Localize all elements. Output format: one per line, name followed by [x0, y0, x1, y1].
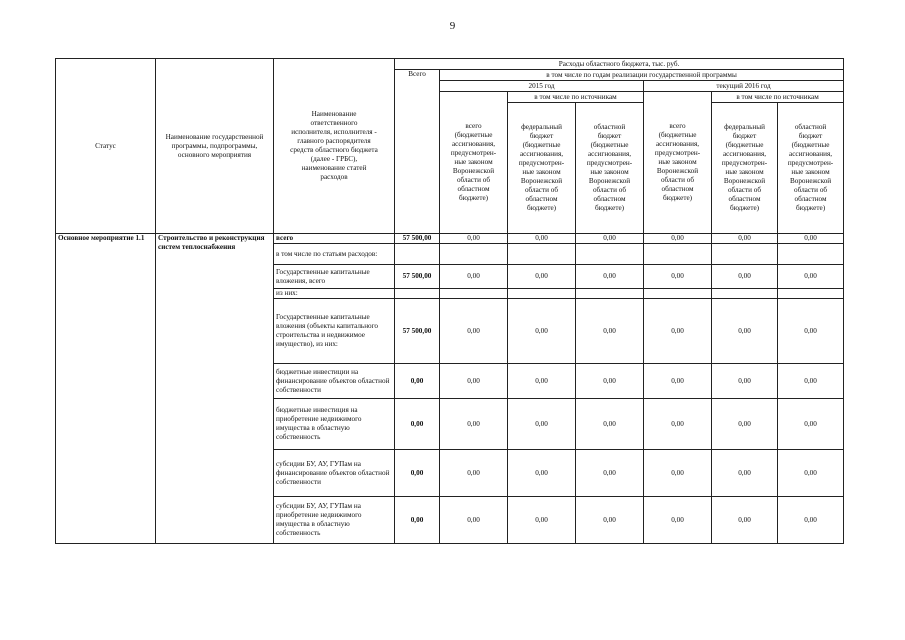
header-total: Всего: [395, 70, 440, 234]
row-value: 0,00: [778, 364, 844, 399]
row-value: 0,00: [508, 265, 576, 289]
row-value: 0,00: [778, 450, 844, 497]
row-label: бюджетные инвестиция на приобретение недвижимого имущества в областную собственность: [274, 399, 395, 450]
row-value: [576, 244, 644, 265]
row-value: 0,00: [440, 364, 508, 399]
row-value: 0,00: [712, 450, 778, 497]
row-total: 57 500,00: [395, 234, 440, 244]
row-value: 0,00: [508, 234, 576, 244]
header-2016-regional: областной бюджет (бюджетные ассигнования, предусмотрен- ные законом Воронежской области об областном бюджете): [778, 103, 844, 234]
row-value: 0,00: [644, 299, 712, 364]
header-executor: Наименование ответственного исполнителя, исполнителя - главного распорядителя средств областного бюджета (далее - ГРБС), наименование статей расходов: [274, 59, 395, 234]
program-name-cell: Строительство и реконструкция систем теплоснабжения: [156, 234, 274, 544]
row-label: Государственные капитальные вложения (объекты капитального строительства и недвижимое имущество), из них:: [274, 299, 395, 364]
header-2016-federal: федеральный бюджет (бюджетные ассигнования, предусмотрен- ные законом Воронежской области об областном бюджете): [712, 103, 778, 234]
row-value: 0,00: [778, 234, 844, 244]
row-value: [644, 289, 712, 299]
row-value: 0,00: [712, 234, 778, 244]
row-value: [644, 244, 712, 265]
header-program-name: Наименование государственной программы, подпрограммы, основного мероприятия: [156, 59, 274, 234]
row-value: 0,00: [508, 450, 576, 497]
row-value: 0,00: [712, 265, 778, 289]
row-value: 0,00: [440, 299, 508, 364]
row-label: всего: [274, 234, 395, 244]
row-value: 0,00: [778, 399, 844, 450]
row-value: [778, 289, 844, 299]
row-total: 0,00: [395, 497, 440, 544]
row-value: 0,00: [778, 299, 844, 364]
row-value: 0,00: [440, 234, 508, 244]
row-value: 0,00: [440, 265, 508, 289]
row-value: 0,00: [644, 450, 712, 497]
header-status: Статус: [56, 59, 156, 234]
row-value: 0,00: [644, 234, 712, 244]
row-total: 0,00: [395, 450, 440, 497]
header-by-years: в том числе по годам реализации государственной программы: [440, 70, 844, 81]
header-year-2015: 2015 год: [440, 81, 644, 92]
row-label: Государственные капитальные вложения, всего: [274, 265, 395, 289]
row-value: 0,00: [712, 364, 778, 399]
row-value: 0,00: [644, 364, 712, 399]
row-value: 0,00: [576, 399, 644, 450]
row-total: 57 500,00: [395, 265, 440, 289]
row-value: [712, 289, 778, 299]
row-value: [440, 244, 508, 265]
row-value: 0,00: [508, 399, 576, 450]
header-2015-regional: областной бюджет (бюджетные ассигнования, предусмотрен- ные законом Воронежской области об областном бюджете): [576, 103, 644, 234]
status-cell: Основное мероприятие 1.1: [56, 234, 156, 544]
row-value: 0,00: [644, 399, 712, 450]
row-label: в том числе по статьям расходов:: [274, 244, 395, 265]
row-value: 0,00: [576, 234, 644, 244]
row-total: [395, 289, 440, 299]
header-2015-federal: федеральный бюджет (бюджетные ассигнования, предусмотрен- ные законом Воронежской области об областном бюджете): [508, 103, 576, 234]
row-value: 0,00: [508, 299, 576, 364]
row-value: [712, 244, 778, 265]
row-total: 57 500,00: [395, 299, 440, 364]
row-label: бюджетные инвестиции на финансирование объектов областной собственности: [274, 364, 395, 399]
row-value: 0,00: [576, 299, 644, 364]
header-2015-all: всего (бюджетные ассигнования, предусмотрен- ные законом Воронежской области об областном бюджете): [440, 92, 508, 234]
row-value: [508, 289, 576, 299]
row-value: 0,00: [576, 497, 644, 544]
row-label: субсидии БУ, АУ, ГУПам на финансирование объектов областной собственности: [274, 450, 395, 497]
row-value: [440, 289, 508, 299]
row-value: 0,00: [778, 497, 844, 544]
row-total: 0,00: [395, 399, 440, 450]
row-value: 0,00: [712, 299, 778, 364]
row-value: [576, 289, 644, 299]
header-expenses-title: Расходы областного бюджета, тыс. руб.: [395, 59, 844, 70]
budget-table: [55, 58, 844, 544]
row-value: 0,00: [576, 364, 644, 399]
row-value: 0,00: [712, 399, 778, 450]
row-value: 0,00: [778, 265, 844, 289]
row-value: 0,00: [712, 497, 778, 544]
row-value: 0,00: [440, 450, 508, 497]
row-value: 0,00: [644, 265, 712, 289]
row-total: 0,00: [395, 364, 440, 399]
header-2016-by-sources: в том числе по источникам: [712, 92, 844, 103]
row-value: 0,00: [508, 497, 576, 544]
row-value: 0,00: [644, 497, 712, 544]
row-value: 0,00: [440, 497, 508, 544]
header-2015-by-sources: в том числе по источникам: [508, 92, 644, 103]
row-label: из них:: [274, 289, 395, 299]
row-value: [508, 244, 576, 265]
row-value: [778, 244, 844, 265]
row-value: 0,00: [440, 399, 508, 450]
page-number: 9: [449, 20, 456, 32]
row-value: 0,00: [508, 364, 576, 399]
row-value: 0,00: [576, 450, 644, 497]
row-value: 0,00: [576, 265, 644, 289]
header-2016-all: всего (бюджетные ассигнования, предусмотрен- ные законом Воронежской области об областном бюджете): [644, 92, 712, 234]
table-row: [56, 234, 844, 244]
header-year-2016: текущий 2016 год: [644, 81, 844, 92]
row-total: [395, 244, 440, 265]
row-label: субсидии БУ, АУ, ГУПам на приобретение недвижимого имущества в областную собственность: [274, 497, 395, 544]
